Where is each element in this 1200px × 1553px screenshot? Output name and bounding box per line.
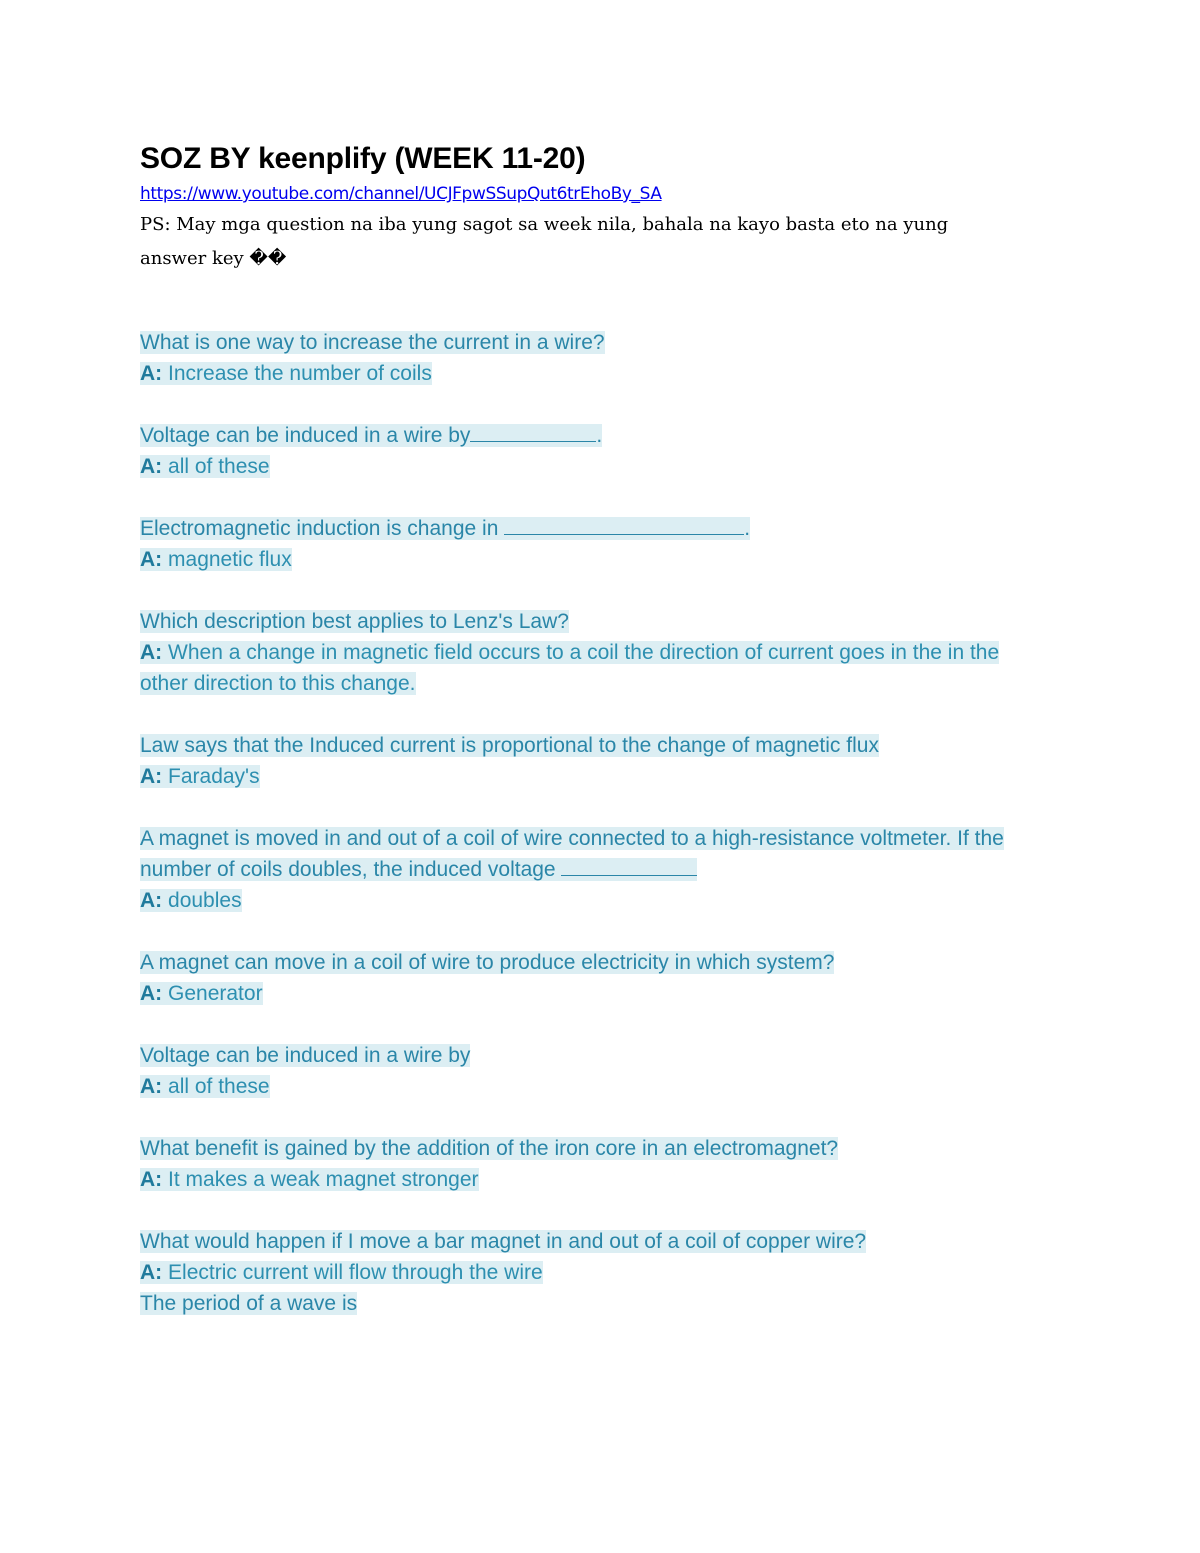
answer-label: A: <box>140 1168 163 1191</box>
answer-text: Increase the number of coils <box>168 362 432 385</box>
answer-line <box>140 358 1040 389</box>
youtube-channel-link[interactable]: https://www.youtube.com/channel/UCJFpwSSupQut6trEhoBy_SA <box>140 184 662 204</box>
document-content <box>140 140 1040 1319</box>
answer-label: A: <box>140 765 163 788</box>
answer-line <box>140 451 1040 482</box>
question-text <box>140 327 1040 358</box>
question-suffix: . <box>596 424 603 447</box>
question-highlight: Law says that the Induced current is proportional to the change of magnetic flux <box>140 734 879 757</box>
question-text <box>140 1040 1040 1071</box>
question-text <box>140 823 1040 885</box>
question-highlight: What benefit is gained by the addition of the iron core in an electromagnet? <box>140 1137 839 1160</box>
question-text <box>140 947 1040 978</box>
answer-text: Generator <box>168 982 263 1005</box>
qa-item <box>140 513 1040 575</box>
answer-text: Faraday's <box>168 765 260 788</box>
answer-line <box>140 1071 1040 1102</box>
qa-item <box>140 1226 1040 1319</box>
answer-line <box>140 637 1040 699</box>
question-text <box>140 606 1040 637</box>
answer-label: A: <box>140 1261 163 1284</box>
question-highlight: The period of a wave is <box>140 1292 358 1315</box>
fill-in-blank <box>470 423 596 442</box>
question-highlight: A magnet is moved in and out of a coil of wire connected to a high-resistance voltmeter. If the number of coils doubles, the induced voltage <box>140 827 1004 881</box>
answer-line <box>140 1257 1040 1288</box>
question-suffix: . <box>744 517 751 540</box>
answer-line <box>140 978 1040 1009</box>
question-text <box>140 1133 1040 1164</box>
qa-list <box>140 327 1040 1319</box>
answer-text: magnetic flux <box>168 548 292 571</box>
qa-item <box>140 606 1040 699</box>
question-highlight: Voltage can be induced in a wire by <box>140 1044 471 1067</box>
answer-text: all of these <box>168 1075 270 1098</box>
answer-line <box>140 761 1040 792</box>
answer-line <box>140 885 1040 916</box>
qa-item <box>140 327 1040 389</box>
trailing-question <box>140 1288 1040 1319</box>
answer-label: A: <box>140 1075 163 1098</box>
answer-text: When a change in magnetic field occurs to a coil the direction of current goes in the in the other direction to this change. <box>140 641 1000 695</box>
question-highlight: Electromagnetic induction is change in <box>140 517 505 540</box>
qa-item <box>140 730 1040 792</box>
answer-line <box>140 1164 1040 1195</box>
answer-text: doubles <box>168 889 242 912</box>
answer-text: all of these <box>168 455 270 478</box>
question-text <box>140 420 1040 451</box>
answer-label: A: <box>140 548 163 571</box>
answer-label: A: <box>140 455 163 478</box>
qa-item <box>140 823 1040 916</box>
answer-label: A: <box>140 889 163 912</box>
question-text <box>140 513 1040 544</box>
question-highlight: Voltage can be induced in a wire by <box>140 424 471 447</box>
answer-text: Electric current will flow through the wire <box>168 1261 543 1284</box>
qa-item <box>140 1133 1040 1195</box>
ps-note: PS: May mga question na iba yung sagot sa week nila, bahala na kayo basta eto na yung answer key �� <box>140 214 949 269</box>
answer-text: It makes a weak magnet stronger <box>168 1168 479 1191</box>
answer-label: A: <box>140 982 163 1005</box>
answer-line <box>140 544 1040 575</box>
question-text <box>140 1226 1040 1257</box>
qa-item <box>140 947 1040 1009</box>
question-text <box>140 730 1040 761</box>
qa-item <box>140 1040 1040 1102</box>
question-highlight: What is one way to increase the current in a wire? <box>140 331 605 354</box>
document-title: SOZ BY keenplify (WEEK 11-20) <box>140 142 586 175</box>
fill-in-blank <box>504 516 744 535</box>
answer-label: A: <box>140 641 163 664</box>
fill-in-blank <box>561 857 697 876</box>
question-highlight: What would happen if I move a bar magnet in and out of a coil of copper wire? <box>140 1230 867 1253</box>
qa-item <box>140 420 1040 482</box>
answer-label: A: <box>140 362 163 385</box>
question-highlight: Which description best applies to Lenz's Law? <box>140 610 569 633</box>
question-highlight: A magnet can move in a coil of wire to produce electricity in which system? <box>140 951 835 974</box>
